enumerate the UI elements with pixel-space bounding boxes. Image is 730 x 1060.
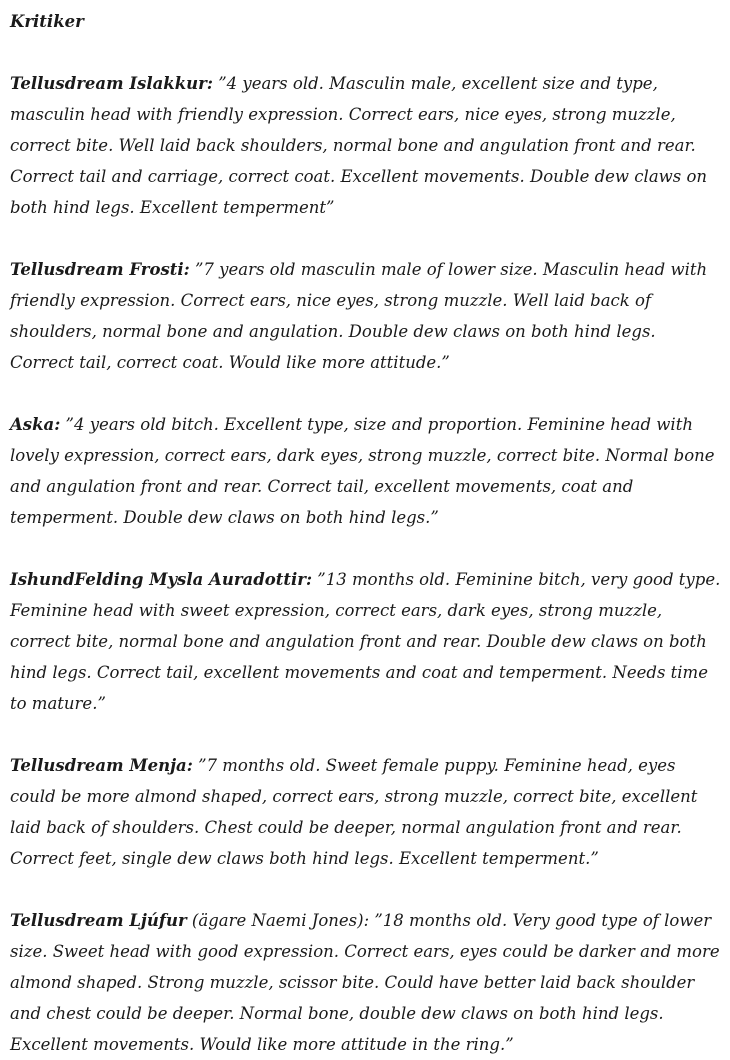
- critique-text: ”4 years old. Masculin male, excellent size and type, masculin head with friendly expression. Correct ears, nice eyes, strong muzzle, correct bite. Well laid back shoulders, normal bone and angulation front and rear. Correct tail and carriage, correct coat. Excellent movements. Double dew claws on both hind legs. Excellent temperment”: [10, 74, 708, 217]
- page-heading: Kritiker: [10, 12, 84, 31]
- document-page: [10, 6, 722, 1060]
- critique-text: ”7 years old masculin male of lower size. Masculin head with friendly expression. Correct ears, nice eyes, strong muzzle. Well laid back of shoulders, normal bone and angulation. Double dew claws on both hind legs. Correct tail, correct coat. Would like more attitude.”: [10, 260, 708, 372]
- dog-name: Tellusdream Menja:: [10, 756, 193, 775]
- dog-name: Tellusdream Ljúfur: [10, 911, 187, 930]
- dog-name: Tellusdream Frosti:: [10, 260, 190, 279]
- critique-paragraph: [10, 564, 722, 719]
- critique-text: ”13 months old. Feminine bitch, very good type. Feminine head with sweet expression, correct ears, dark eyes, strong muzzle, correct bite, normal bone and angulation front and rear. Double dew claws on both hind legs. Correct tail, excellent movements and coat and temperment. Needs time to mature.”: [10, 570, 721, 713]
- critique-text: : ”18 months old. Very good type of lower size. Sweet head with good expression. Correct ears, eyes could be darker and more almond shaped. Strong muzzle, scissor bite. Could have better laid back shoulder and chest could be deeper. Normal bone, double dew claws on both hind legs. Excellent movements. Would like more attitude in the ring.”: [10, 911, 720, 1054]
- critique-paragraph: [10, 750, 722, 874]
- dog-name: IshundFelding Mysla Auradottir:: [10, 570, 313, 589]
- critique-paragraph: [10, 254, 722, 378]
- critique-text: ”4 years old bitch. Excellent type, size and proportion. Feminine head with lovely expression, correct ears, dark eyes, strong muzzle, correct bite. Normal bone and angulation front and rear. Correct tail, excellent movements, coat and temperment. Double dew claws on both hind legs.”: [10, 415, 715, 527]
- critique-text: ”7 months old. Sweet female puppy. Feminine head, eyes could be more almond shaped, correct ears, strong muzzle, correct bite, excellent laid back of shoulders. Chest could be deeper, normal angulation front and rear. Correct feet, single dew claws both hind legs. Excellent temperment.”: [10, 756, 698, 868]
- critique-paragraph: [10, 409, 722, 533]
- owner-note: (ägare Naemi Jones): [186, 911, 364, 930]
- critique-paragraph: [10, 905, 722, 1060]
- critique-paragraph: [10, 68, 722, 223]
- dog-name: Tellusdream Islakkur:: [10, 74, 213, 93]
- dog-name: Aska:: [10, 415, 61, 434]
